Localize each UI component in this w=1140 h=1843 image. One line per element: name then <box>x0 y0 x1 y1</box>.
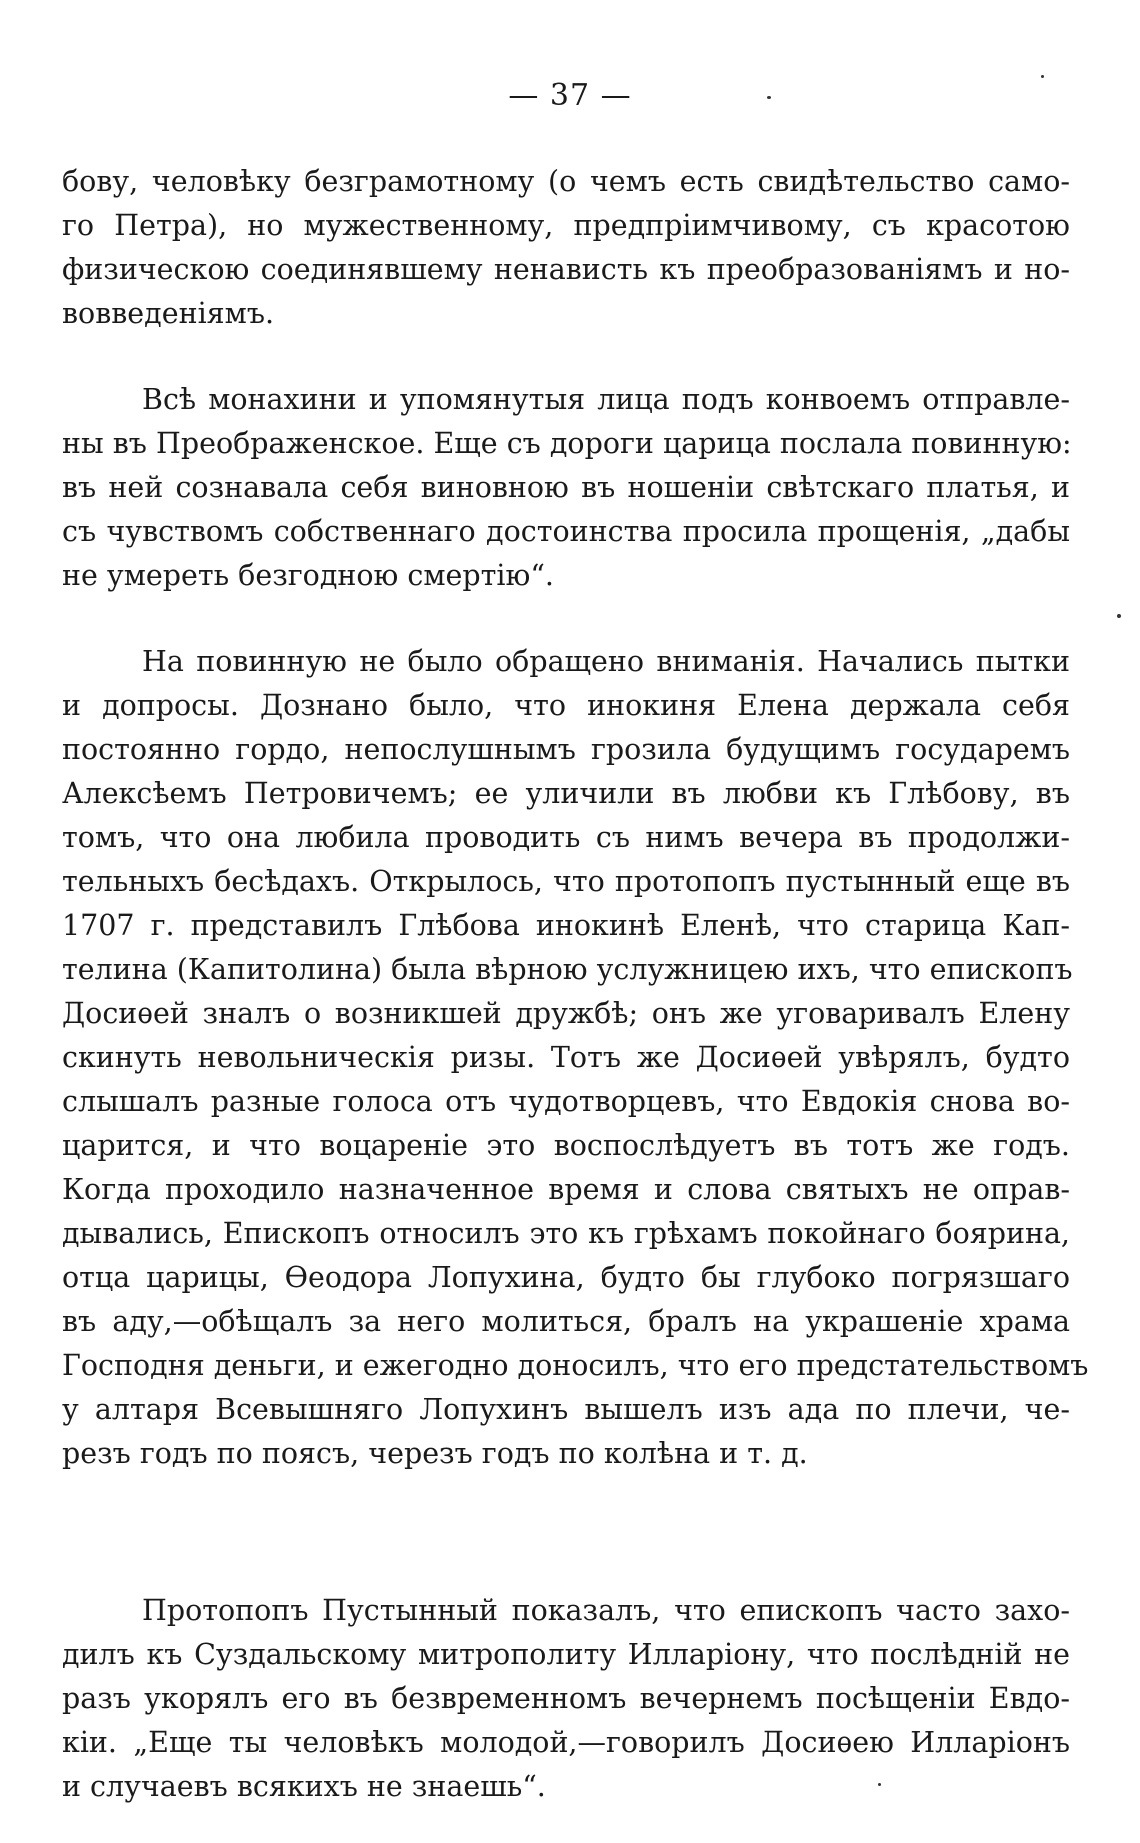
text-line: и допросы. Дознано было, что инокиня Елена держала себя <box>62 689 1070 722</box>
paragraph <box>62 640 1089 1476</box>
paragraph <box>62 160 1070 336</box>
text-line: съ чувствомъ собственнаго достоинства просила прощенія, „дабы <box>62 515 1070 548</box>
text-line: у алтаря Всевышняго Лопухинъ вышелъ изъ ада по плечи, че- <box>62 1393 1070 1426</box>
text-line: и случаевъ всякихъ не знаешь“. <box>62 1770 546 1803</box>
scan-speck <box>878 1783 881 1786</box>
text-line: Господня деньги, и ежегодно доносилъ, что его предстательствомъ <box>62 1349 1089 1382</box>
text-line: бову, человѣку безграмотному (о чемъ есть свидѣтельство само- <box>62 165 1070 198</box>
text-line: Алексѣемъ Петровичемъ; ее уличили въ любви къ Глѣбову, въ <box>62 777 1070 810</box>
paragraph <box>62 1589 1070 1809</box>
text-line: го Петра), но мужественному, предпріимчивому, съ красотою <box>62 209 1070 242</box>
text-line: Всѣ монахини и упомянутыя лица подъ конвоемъ отправле- <box>142 383 1070 416</box>
text-line: въ аду,—обѣщалъ за него молиться, бралъ на украшеніе храма <box>62 1305 1070 1338</box>
scan-speck <box>1041 75 1044 78</box>
text-line: ны въ Преображенское. Еще съ дороги царица послала повинную: <box>62 427 1072 460</box>
text-line: тельныхъ бесѣдахъ. Открылось, что протопопъ пустынный еще въ <box>62 865 1070 898</box>
text-line: не умереть безгодною смертію“. <box>62 559 554 592</box>
scan-speck <box>1117 614 1121 618</box>
text-line: слышалъ разные голоса отъ чудотворцевъ, что Евдокія снова во- <box>62 1085 1070 1118</box>
text-line: въ ней сознавала себя виновною въ ношеніи свѣтскаго платья, и <box>62 471 1070 504</box>
text-line: скинуть невольническія ризы. Тотъ же Досиѳей увѣрялъ, будто <box>62 1041 1070 1074</box>
text-line: дилъ къ Суздальскому митрополиту Илларіону, что послѣдній не <box>62 1638 1070 1671</box>
text-line: Досиѳей зналъ о возникшей дружбѣ; онъ же уговаривалъ Елену <box>62 997 1070 1030</box>
text-line: постоянно гордо, непослушнымъ грозила будущимъ государемъ <box>62 733 1070 766</box>
page-number: — 37 — <box>508 78 632 113</box>
text-line: томъ, что она любила проводить съ нимъ вечера въ продолжи- <box>62 821 1070 854</box>
text-line: Протопопъ Пустынный показалъ, что епископъ часто захо- <box>142 1594 1070 1627</box>
text-line: дывались, Епископъ относилъ это къ грѣхамъ покойнаго боярина, <box>62 1217 1070 1250</box>
text-line: физическою соединявшему ненависть къ преобразованіямъ и но- <box>62 253 1070 286</box>
text-line: разъ укорялъ его въ безвременномъ вечернемъ посѣщеніи Евдо- <box>62 1682 1070 1715</box>
text-line: На повинную не было обращено вниманія. Начались пытки <box>142 645 1070 678</box>
text-line: телина (Капитолина) была вѣрною услужницею ихъ, что епископъ <box>62 953 1073 986</box>
scan-speck <box>767 96 771 99</box>
paragraph <box>62 378 1070 598</box>
text-line: резъ годъ по поясъ, черезъ годъ по колѣна и т. д. <box>62 1437 808 1470</box>
text-line: вовведеніямъ. <box>62 297 275 330</box>
text-line: 1707 г. представилъ Глѣбова инокинѣ Еленѣ, что старица Кап- <box>62 909 1070 942</box>
text-line: кіи. „Еще ты человѣкъ молодой,—говорилъ Досиѳею Илларіонъ <box>62 1726 1070 1759</box>
text-line: царится, и что воцареніе это воспослѣдуетъ въ тотъ же годъ. <box>62 1129 1070 1162</box>
text-line: отца царицы, Ѳеодора Лопухина, будто бы глубоко погрязшаго <box>62 1261 1070 1294</box>
text-line: Когда проходило назначенное время и слова святыхъ не оправ- <box>62 1173 1070 1206</box>
